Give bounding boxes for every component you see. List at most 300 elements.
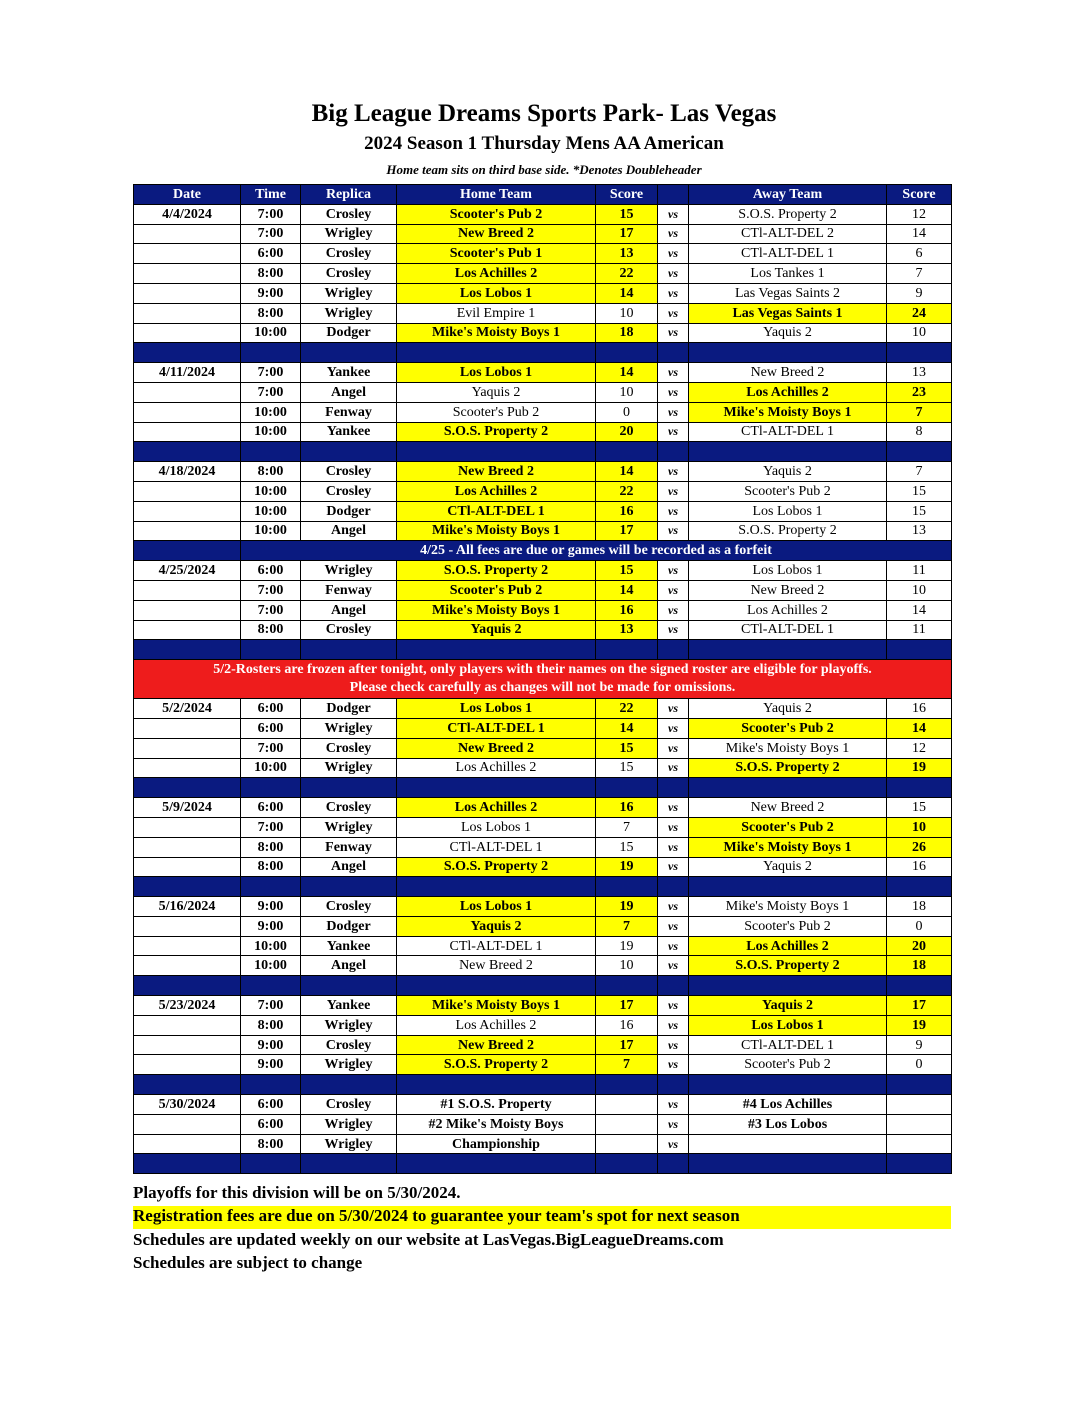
game-time: 10:00 xyxy=(241,956,301,976)
vs-label: vs xyxy=(658,244,689,264)
game-field: Wrigley xyxy=(301,303,397,323)
vs-label: vs xyxy=(658,501,689,521)
home-score: 16 xyxy=(596,1015,658,1035)
game-time: 6:00 xyxy=(241,1114,301,1134)
home-score: 16 xyxy=(596,798,658,818)
away-team: CTl-ALT-DEL 1 xyxy=(689,422,887,442)
away-score: 7 xyxy=(887,402,952,422)
game-date: 5/30/2024 xyxy=(134,1095,241,1115)
page-title: Big League Dreams Sports Park- Las Vegas xyxy=(311,100,777,127)
fee-notice-row xyxy=(134,541,952,561)
game-field: Wrigley xyxy=(301,817,397,837)
away-score xyxy=(887,1114,952,1134)
separator-cell xyxy=(887,442,952,462)
table-row xyxy=(134,580,952,600)
game-time: 6:00 xyxy=(241,798,301,818)
home-team: Los Lobos 1 xyxy=(397,699,596,719)
home-team: Yaquis 2 xyxy=(397,916,596,936)
separator-cell xyxy=(397,778,596,798)
separator-cell xyxy=(689,778,887,798)
away-score: 12 xyxy=(887,204,952,224)
vs-label: vs xyxy=(658,798,689,818)
away-team: New Breed 2 xyxy=(689,580,887,600)
away-team: Mike's Moisty Boys 1 xyxy=(689,897,887,917)
game-field: Dodger xyxy=(301,699,397,719)
away-team: New Breed 2 xyxy=(689,363,887,383)
col-header-away-team: Away Team xyxy=(689,185,887,205)
home-team: Scooter's Pub 2 xyxy=(397,204,596,224)
game-field: Wrigley xyxy=(301,283,397,303)
away-team xyxy=(689,1134,887,1154)
game-time: 8:00 xyxy=(241,264,301,284)
table-row xyxy=(134,699,952,719)
separator-row xyxy=(134,343,952,363)
separator-cell xyxy=(134,877,241,897)
table-row xyxy=(134,1035,952,1055)
game-field: Crosley xyxy=(301,462,397,482)
game-date xyxy=(134,817,241,837)
table-row xyxy=(134,521,952,541)
game-time: 7:00 xyxy=(241,600,301,620)
separator-cell xyxy=(134,976,241,996)
home-score xyxy=(596,1095,658,1115)
away-score: 11 xyxy=(887,620,952,640)
vs-label: vs xyxy=(658,718,689,738)
table-row xyxy=(134,204,952,224)
separator-row xyxy=(134,976,952,996)
game-field: Yankee xyxy=(301,996,397,1016)
home-team: Los Lobos 1 xyxy=(397,897,596,917)
home-team: CTl-ALT-DEL 1 xyxy=(397,501,596,521)
roster-alert xyxy=(134,660,952,699)
away-score: 13 xyxy=(887,521,952,541)
home-score: 15 xyxy=(596,738,658,758)
home-score: 14 xyxy=(596,363,658,383)
game-time: 8:00 xyxy=(241,1015,301,1035)
home-team: Los Lobos 1 xyxy=(397,817,596,837)
game-date xyxy=(134,244,241,264)
separator-cell xyxy=(241,976,301,996)
table-row xyxy=(134,857,952,877)
game-date xyxy=(134,738,241,758)
vs-label: vs xyxy=(658,817,689,837)
away-team: Yaquis 2 xyxy=(689,699,887,719)
home-team: S.O.S. Property 2 xyxy=(397,857,596,877)
separator-cell xyxy=(887,778,952,798)
separator-cell xyxy=(241,778,301,798)
home-score: 18 xyxy=(596,323,658,343)
away-team: CTl-ALT-DEL 2 xyxy=(689,224,887,244)
game-date xyxy=(134,1035,241,1055)
vs-label: vs xyxy=(658,620,689,640)
away-team: S.O.S. Property 2 xyxy=(689,758,887,778)
separator-cell xyxy=(689,877,887,897)
home-score: 10 xyxy=(596,382,658,402)
game-time: 10:00 xyxy=(241,521,301,541)
vs-label: vs xyxy=(658,996,689,1016)
game-field: Angel xyxy=(301,857,397,877)
game-time: 7:00 xyxy=(241,580,301,600)
away-score: 18 xyxy=(887,897,952,917)
home-team: New Breed 2 xyxy=(397,224,596,244)
away-team: Mike's Moisty Boys 1 xyxy=(689,837,887,857)
col-header-home-score: Score xyxy=(596,185,658,205)
vs-label: vs xyxy=(658,363,689,383)
game-time: 10:00 xyxy=(241,501,301,521)
game-date: 4/25/2024 xyxy=(134,561,241,581)
vs-label: vs xyxy=(658,1114,689,1134)
table-row xyxy=(134,620,952,640)
game-time: 7:00 xyxy=(241,996,301,1016)
away-team: S.O.S. Property 2 xyxy=(689,956,887,976)
game-field: Crosley xyxy=(301,1035,397,1055)
vs-label: vs xyxy=(658,481,689,501)
vs-label: vs xyxy=(658,956,689,976)
vs-label: vs xyxy=(658,1035,689,1055)
vs-label: vs xyxy=(658,1015,689,1035)
footer-website-note: Schedules are updated weekly on our website at LasVegas.BigLeagueDreams.com xyxy=(133,1230,724,1249)
game-date: 4/11/2024 xyxy=(134,363,241,383)
home-score: 16 xyxy=(596,501,658,521)
game-time: 10:00 xyxy=(241,481,301,501)
home-team: S.O.S. Property 2 xyxy=(397,1055,596,1075)
home-score: 19 xyxy=(596,857,658,877)
vs-label: vs xyxy=(658,1134,689,1154)
separator-cell xyxy=(596,442,658,462)
away-score: 14 xyxy=(887,600,952,620)
separator-cell xyxy=(596,640,658,660)
home-score: 0 xyxy=(596,402,658,422)
home-team: Los Achilles 2 xyxy=(397,798,596,818)
home-team: Mike's Moisty Boys 1 xyxy=(397,323,596,343)
game-field: Dodger xyxy=(301,501,397,521)
away-score: 19 xyxy=(887,1015,952,1035)
away-team: Scooter's Pub 2 xyxy=(689,817,887,837)
separator-cell xyxy=(689,343,887,363)
game-field: Wrigley xyxy=(301,718,397,738)
home-score: 15 xyxy=(596,837,658,857)
game-field: Wrigley xyxy=(301,1114,397,1134)
table-row xyxy=(134,758,952,778)
fee-notice: 4/25 - All fees are due or games will be recorded as a forfeit xyxy=(241,541,952,561)
separator-cell xyxy=(397,976,596,996)
home-team: Scooter's Pub 2 xyxy=(397,402,596,422)
separator-cell xyxy=(658,778,689,798)
game-time: 6:00 xyxy=(241,699,301,719)
table-row xyxy=(134,501,952,521)
game-field: Crosley xyxy=(301,620,397,640)
away-team: New Breed 2 xyxy=(689,798,887,818)
away-score: 10 xyxy=(887,580,952,600)
vs-label: vs xyxy=(658,323,689,343)
separator-cell xyxy=(241,640,301,660)
footer-playoffs-note: Playoffs for this division will be on 5/30/2024. xyxy=(133,1183,461,1202)
game-date xyxy=(134,837,241,857)
away-team: Yaquis 2 xyxy=(689,857,887,877)
table-row xyxy=(134,323,952,343)
col-header-date: Date xyxy=(134,185,241,205)
game-field: Angel xyxy=(301,521,397,541)
separator-row xyxy=(134,1075,952,1095)
separator-cell xyxy=(134,778,241,798)
separator-cell xyxy=(134,442,241,462)
game-date: 5/9/2024 xyxy=(134,798,241,818)
home-score: 17 xyxy=(596,521,658,541)
away-team: Scooter's Pub 2 xyxy=(689,916,887,936)
game-field: Wrigley xyxy=(301,561,397,581)
home-score: 17 xyxy=(596,996,658,1016)
game-field: Yankee xyxy=(301,363,397,383)
game-date xyxy=(134,501,241,521)
table-row xyxy=(134,382,952,402)
separator-cell xyxy=(301,1154,397,1174)
game-date: 5/23/2024 xyxy=(134,996,241,1016)
away-score: 7 xyxy=(887,264,952,284)
vs-label: vs xyxy=(658,1055,689,1075)
home-team: Scooter's Pub 2 xyxy=(397,580,596,600)
away-score: 10 xyxy=(887,817,952,837)
game-field: Wrigley xyxy=(301,1055,397,1075)
away-team: Mike's Moisty Boys 1 xyxy=(689,738,887,758)
separator-cell xyxy=(301,976,397,996)
game-date xyxy=(134,600,241,620)
game-time: 7:00 xyxy=(241,817,301,837)
table-row xyxy=(134,1114,952,1134)
away-team: Los Achilles 2 xyxy=(689,382,887,402)
away-score: 10 xyxy=(887,323,952,343)
away-score: 14 xyxy=(887,224,952,244)
separator-cell xyxy=(241,877,301,897)
separator-cell xyxy=(596,343,658,363)
game-time: 8:00 xyxy=(241,462,301,482)
game-time: 9:00 xyxy=(241,1055,301,1075)
game-field: Angel xyxy=(301,956,397,976)
separator-row xyxy=(134,442,952,462)
game-time: 6:00 xyxy=(241,1095,301,1115)
home-team: New Breed 2 xyxy=(397,462,596,482)
separator-cell xyxy=(134,343,241,363)
away-score: 14 xyxy=(887,718,952,738)
away-score: 17 xyxy=(887,996,952,1016)
home-score: 14 xyxy=(596,718,658,738)
away-score xyxy=(887,1134,952,1154)
home-score: 19 xyxy=(596,897,658,917)
separator-cell xyxy=(134,541,241,561)
away-score: 19 xyxy=(887,758,952,778)
away-team: Scooter's Pub 2 xyxy=(689,718,887,738)
home-team: CTl-ALT-DEL 1 xyxy=(397,936,596,956)
vs-label: vs xyxy=(658,837,689,857)
game-field: Fenway xyxy=(301,580,397,600)
home-team: Los Achilles 2 xyxy=(397,481,596,501)
header-note: Home team sits on third base side. *Denotes Doubleheader xyxy=(386,162,702,177)
away-team: Las Vegas Saints 1 xyxy=(689,303,887,323)
vs-label: vs xyxy=(658,264,689,284)
home-team: New Breed 2 xyxy=(397,738,596,758)
table-row xyxy=(134,283,952,303)
table-row xyxy=(134,817,952,837)
game-field: Fenway xyxy=(301,402,397,422)
vs-label: vs xyxy=(658,1095,689,1115)
table-row xyxy=(134,422,952,442)
separator-row xyxy=(134,877,952,897)
separator-cell xyxy=(241,1075,301,1095)
game-field: Wrigley xyxy=(301,1134,397,1154)
footer-change-note: Schedules are subject to change xyxy=(133,1253,363,1272)
vs-label: vs xyxy=(658,738,689,758)
home-score xyxy=(596,1134,658,1154)
home-score: 13 xyxy=(596,244,658,264)
away-score: 16 xyxy=(887,699,952,719)
separator-cell xyxy=(397,1154,596,1174)
table-row xyxy=(134,956,952,976)
separator-cell xyxy=(301,343,397,363)
home-team: Championship xyxy=(397,1134,596,1154)
home-score: 19 xyxy=(596,936,658,956)
separator-cell xyxy=(689,1075,887,1095)
away-score: 23 xyxy=(887,382,952,402)
away-score: 6 xyxy=(887,244,952,264)
game-date xyxy=(134,1134,241,1154)
game-time: 10:00 xyxy=(241,936,301,956)
home-team: Yaquis 2 xyxy=(397,382,596,402)
home-team: #1 S.O.S. Property xyxy=(397,1095,596,1115)
table-row xyxy=(134,1055,952,1075)
game-date xyxy=(134,916,241,936)
game-time: 7:00 xyxy=(241,363,301,383)
separator-cell xyxy=(887,1075,952,1095)
game-time: 6:00 xyxy=(241,561,301,581)
away-team: Las Vegas Saints 2 xyxy=(689,283,887,303)
table-row xyxy=(134,798,952,818)
separator-cell xyxy=(301,877,397,897)
home-team: Los Lobos 1 xyxy=(397,283,596,303)
game-date xyxy=(134,323,241,343)
col-header-vs xyxy=(658,185,689,205)
separator-cell xyxy=(658,442,689,462)
home-team: #2 Mike's Moisty Boys xyxy=(397,1114,596,1134)
separator-cell xyxy=(397,877,596,897)
vs-label: vs xyxy=(658,897,689,917)
away-score: 24 xyxy=(887,303,952,323)
game-time: 10:00 xyxy=(241,323,301,343)
game-time: 9:00 xyxy=(241,897,301,917)
away-score: 16 xyxy=(887,857,952,877)
table-row xyxy=(134,1095,952,1115)
game-date xyxy=(134,936,241,956)
home-score: 16 xyxy=(596,600,658,620)
separator-cell xyxy=(241,442,301,462)
game-field: Yankee xyxy=(301,936,397,956)
table-row xyxy=(134,996,952,1016)
game-field: Crosley xyxy=(301,244,397,264)
game-field: Crosley xyxy=(301,897,397,917)
home-score: 7 xyxy=(596,817,658,837)
game-field: Crosley xyxy=(301,798,397,818)
separator-cell xyxy=(689,976,887,996)
separator-cell xyxy=(241,1154,301,1174)
table-row xyxy=(134,264,952,284)
vs-label: vs xyxy=(658,283,689,303)
home-team: Los Achilles 2 xyxy=(397,758,596,778)
away-team: Yaquis 2 xyxy=(689,323,887,343)
away-score: 15 xyxy=(887,481,952,501)
separator-cell xyxy=(887,640,952,660)
away-score: 15 xyxy=(887,798,952,818)
vs-label: vs xyxy=(658,303,689,323)
separator-cell xyxy=(596,1154,658,1174)
game-date xyxy=(134,580,241,600)
game-date xyxy=(134,264,241,284)
game-date xyxy=(134,521,241,541)
separator-cell xyxy=(596,877,658,897)
table-row xyxy=(134,481,952,501)
game-date xyxy=(134,382,241,402)
home-score: 10 xyxy=(596,956,658,976)
away-score: 26 xyxy=(887,837,952,857)
home-score: 7 xyxy=(596,916,658,936)
game-time: 10:00 xyxy=(241,402,301,422)
home-score: 20 xyxy=(596,422,658,442)
game-field: Crosley xyxy=(301,264,397,284)
game-time: 6:00 xyxy=(241,244,301,264)
separator-cell xyxy=(301,1075,397,1095)
game-time: 7:00 xyxy=(241,738,301,758)
home-score: 17 xyxy=(596,224,658,244)
separator-cell xyxy=(301,640,397,660)
vs-label: vs xyxy=(658,916,689,936)
game-date: 4/18/2024 xyxy=(134,462,241,482)
home-team: Los Achilles 2 xyxy=(397,1015,596,1035)
home-team: CTl-ALT-DEL 1 xyxy=(397,718,596,738)
vs-label: vs xyxy=(658,758,689,778)
separator-cell xyxy=(658,976,689,996)
roster-alert-row xyxy=(134,660,952,699)
away-team: S.O.S. Property 2 xyxy=(689,521,887,541)
table-row xyxy=(134,916,952,936)
game-date xyxy=(134,303,241,323)
away-score: 8 xyxy=(887,422,952,442)
game-field: Crosley xyxy=(301,204,397,224)
away-team: Los Lobos 1 xyxy=(689,1015,887,1035)
away-team: Yaquis 2 xyxy=(689,996,887,1016)
separator-cell xyxy=(397,640,596,660)
home-team: New Breed 2 xyxy=(397,1035,596,1055)
away-score: 15 xyxy=(887,501,952,521)
separator-cell xyxy=(134,1075,241,1095)
col-header-time: Time xyxy=(241,185,301,205)
game-date: 5/16/2024 xyxy=(134,897,241,917)
away-score: 11 xyxy=(887,561,952,581)
game-date xyxy=(134,224,241,244)
separator-cell xyxy=(887,1154,952,1174)
game-field: Angel xyxy=(301,600,397,620)
separator-cell xyxy=(134,1154,241,1174)
game-field: Dodger xyxy=(301,323,397,343)
home-score xyxy=(596,1114,658,1134)
game-field: Crosley xyxy=(301,1095,397,1115)
home-score: 7 xyxy=(596,1055,658,1075)
away-team: Los Lobos 1 xyxy=(689,561,887,581)
separator-cell xyxy=(658,1075,689,1095)
game-date: 4/4/2024 xyxy=(134,204,241,224)
home-score: 13 xyxy=(596,620,658,640)
vs-label: vs xyxy=(658,204,689,224)
separator-cell xyxy=(397,1075,596,1095)
game-time: 10:00 xyxy=(241,422,301,442)
table-row xyxy=(134,936,952,956)
separator-cell xyxy=(658,1154,689,1174)
